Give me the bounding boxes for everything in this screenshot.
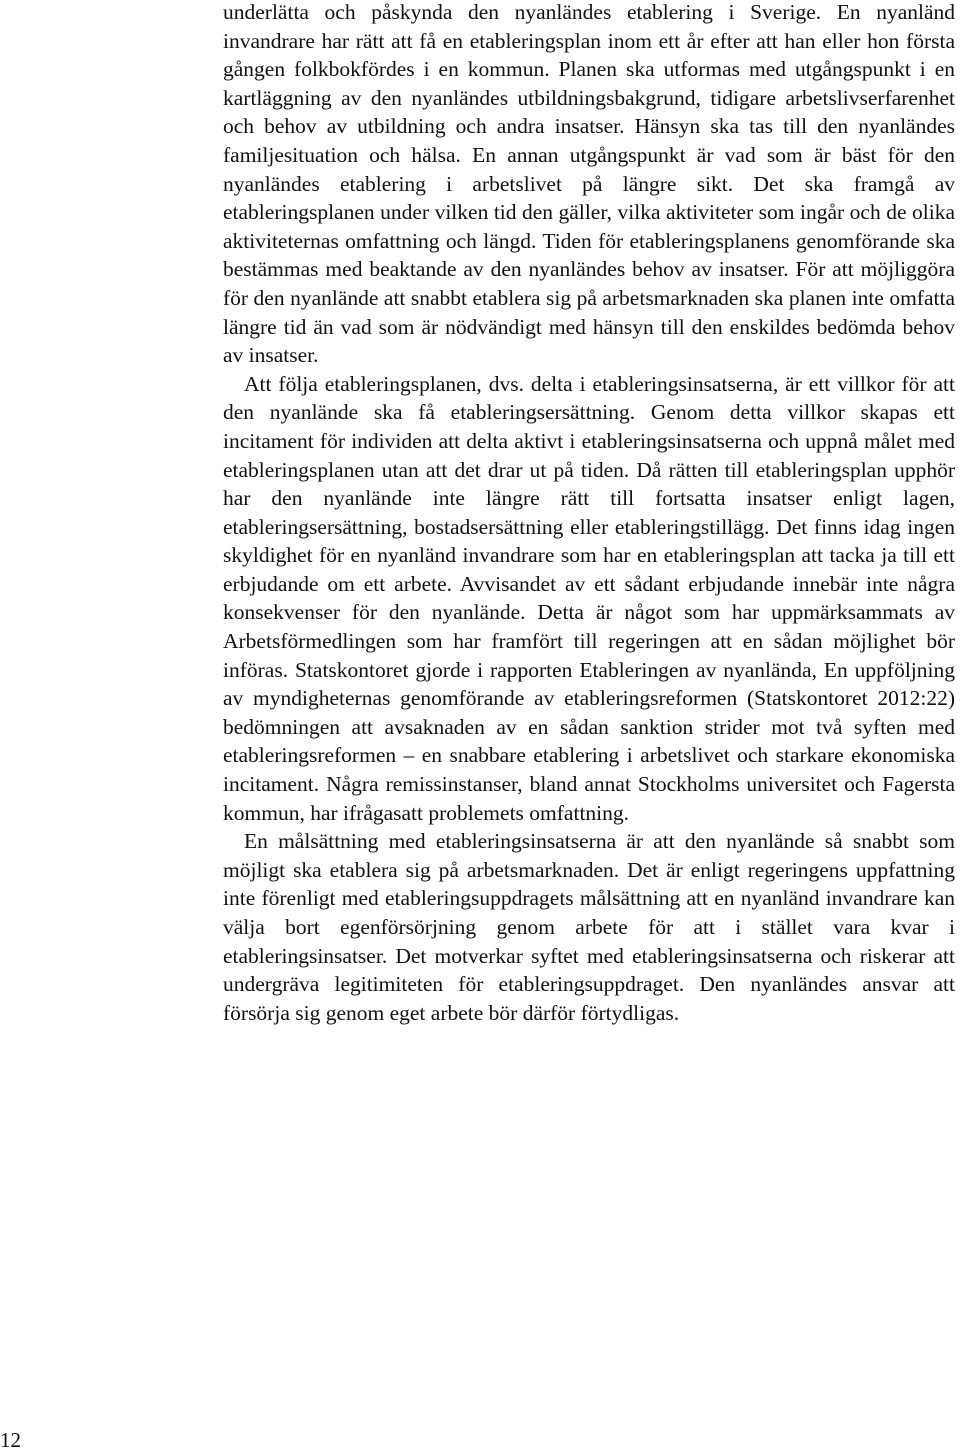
paragraph-2: Att följa etableringsplanen, dvs. delta i etableringsinsatserna, är ett villkor för att den nyanlände ska få etableringsersättning. Genom detta villkor skapas ett incitament för individen att delta aktivt i etableringsinsatserna och uppnå målet med etableringsplanen utan att det drar ut på tiden. Då rätten till etableringsplan upphör har den nyanlände inte längre rätt till fortsatta insatser enligt lagen, etableringsersättning, bostadsersättning eller etableringstillägg. Det finns idag ingen skyldighet för en nyanländ invandrare som har en etableringsplan att tacka ja till ett erbjudande om ett arbete. Avvisandet av ett sådant erbjudande innebär inte några konsekvenser för den nyanlände. Detta är något som har uppmärksammats av Arbetsförmedlingen som har framfört till regeringen att en sådan möjlighet bör införas. Statskontoret gjorde i rapporten Etableringen av nyanlända, En uppföljning av myndigheternas genomförande av etableringsreformen (Statskontoret 2012:22) bedömningen att avsaknaden av en sådan sanktion strider mot två syften med etableringsreformen – en snabbare etablering i arbetslivet och starkare ekonomiska incitament. Några remissinstanser, bland annat Stockholms universitet och Fagersta kommun, har ifrågasatt problemets omfattning. — [223, 371, 955, 825]
body-text — [223, 0, 955, 1027]
page-number: 12 — [0, 1428, 21, 1452]
paragraph-1: underlätta och påskynda den nyanländes etablering i Sverige. En nyanländ invandrare har rätt att få en etableringsplan inom ett år efter att han eller hon första gången folkbokfördes i en kommun. Planen ska utformas med utgångspunkt i en kartläggning av den nyanländes utbildningsbakgrund, tidigare arbetslivserfarenhet och behov av utbildning och andra insatser. Hänsyn ska tas till den nyanländes familjesituation och hälsa. En annan utgångspunkt är vad som är bäst för den nyanländes etablering i arbetslivet på längre sikt. Det ska framgå av etableringsplanen under vilken tid den gäller, vilka aktiviteter som ingår och de olika aktiviteternas omfattning och längd. Tiden för etableringsplanens genomförande ska bestämmas med beaktande av den nyanländes behov av insatser. För att möjliggöra för den nyanlände att snabbt etablera sig på arbetsmarknaden ska planen inte omfatta längre tid än vad som är nödvändigt med hänsyn till den enskildes bedömda behov av insatser. — [223, 0, 955, 368]
paragraph-3: En målsättning med etableringsinsatserna är att den nyanlände så snabbt som möjligt ska etablera sig på arbetsmarknaden. Det är enligt regeringens uppfattning inte förenligt med etableringsuppdragets målsättning att en nyanländ invandrare kan välja bort egenförsörjning genom arbete för att i stället vara kvar i etableringsinsatser. Det motverkar syftet med etableringsinsatserna och riskerar att undergräva legitimiteten för etableringsuppdraget. Den nyanländes ansvar att försörja sig genom eget arbete bör därför förtydligas. — [223, 829, 955, 1025]
